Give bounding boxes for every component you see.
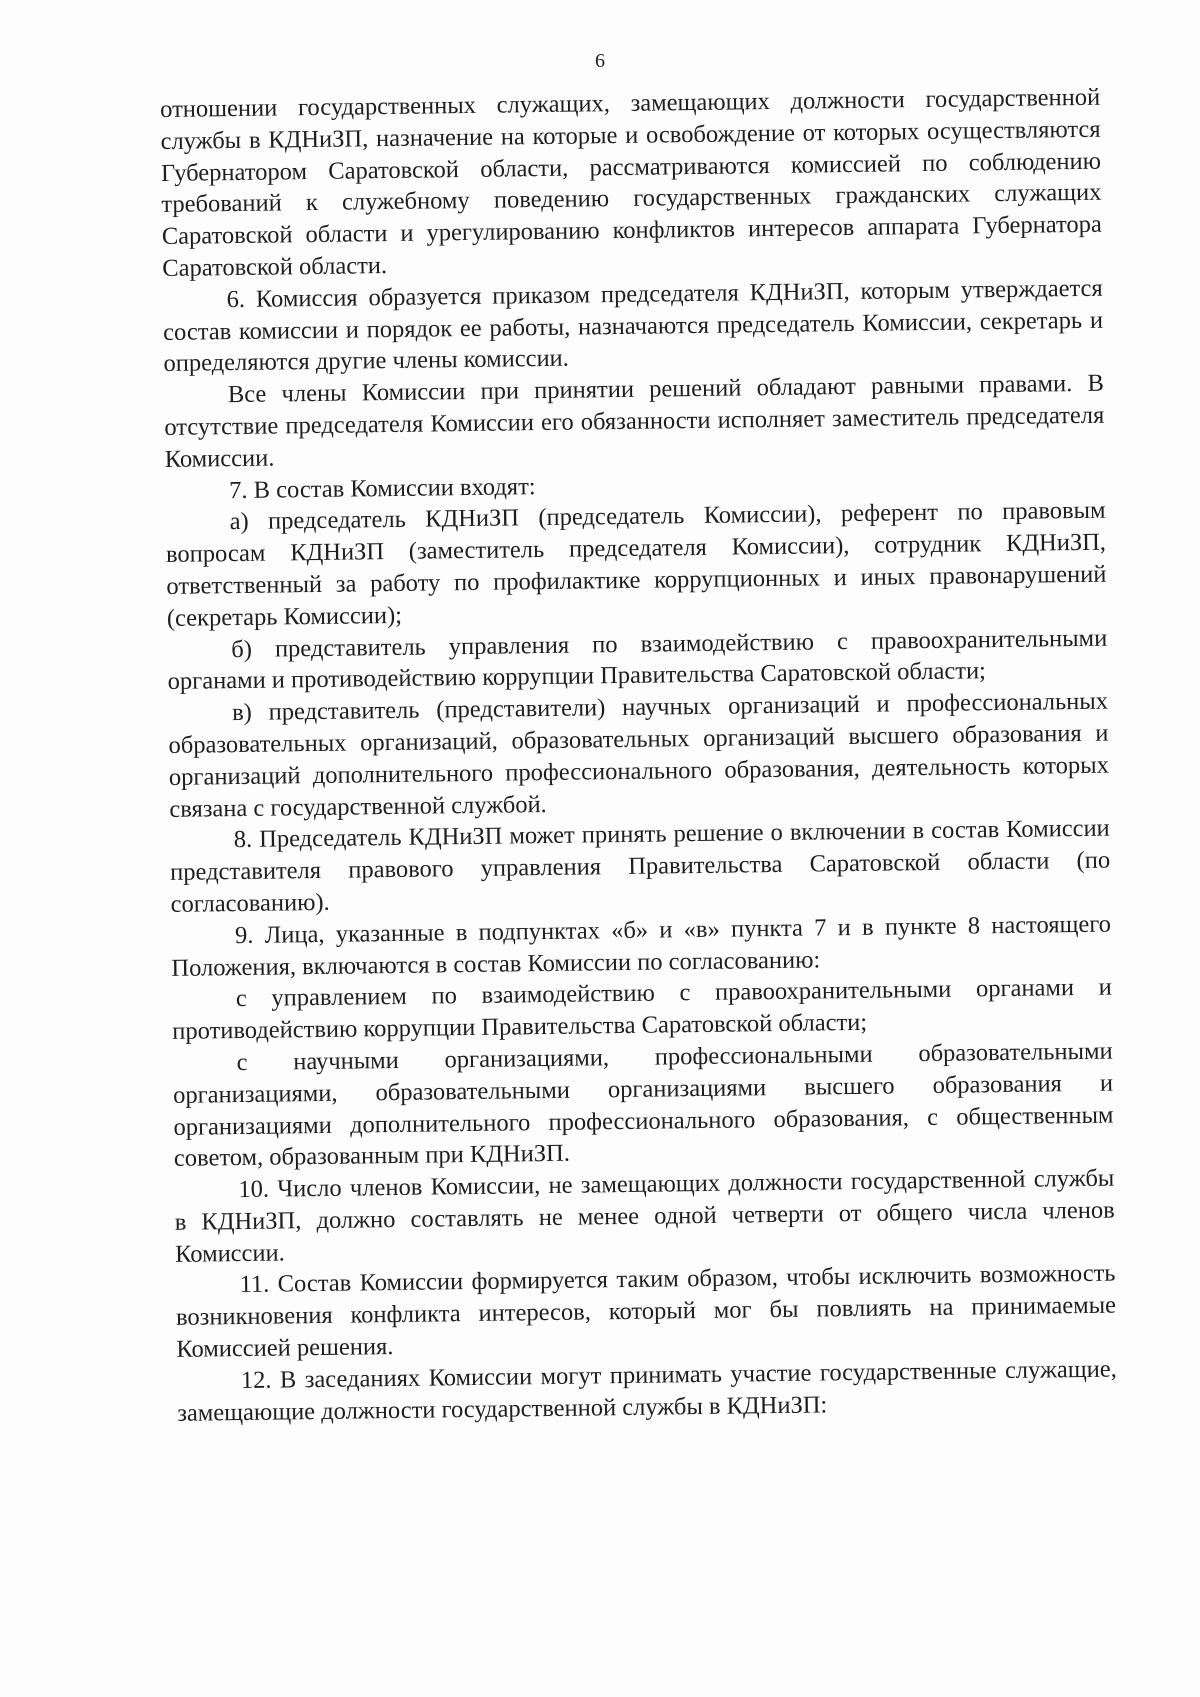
paragraph-item-10: 10. Число членов Комиссии, не замещающих должности государственной службы в КДНиЗП, должно составлять не менее одной четверти от общего числа членов Комиссии. <box>174 1164 1115 1268</box>
paragraph-continuation: отношении государственных служащих, замещающих должности государственной службы в КДНиЗП, назначение на которые и освобождение от которых осуществляются Губернатором Саратовской области, рассматриваются комиссией по соблюдению требований к служебному поведению государственных гражданских служащих Саратовской области и урегулированию конфликтов интересов аппарата Губернатора Саратовской области. <box>160 83 1102 282</box>
paragraph-item-9: 9. Лица, указанные в подпунктах «б» и «в» пункта 7 и в пункте 8 настоящего Положения, включаются в состав Комиссии по согласованию: <box>171 910 1112 982</box>
paragraph-item-7a: а) председатель КДНиЗП (председатель Комиссии), референт по правовым вопросам КДНиЗП (заместитель председателя Комиссии), сотрудник КДНиЗП, ответственный за работу по профилактике коррупционных и иных правонарушений (секретарь Комиссии); <box>165 497 1107 632</box>
paragraph-item-11: 11. Состав Комиссии формируется таким образом, чтобы исключить возможность возникновения конфликта интересов, который мог бы повлиять на принимаемые Комиссией решения. <box>175 1260 1117 1363</box>
paragraph-item-9-organizations: с научными организациями, профессиональными образовательными организациями, образовательными организациями высшего образования и организациями дополнительного профессионального образования, с общественным советом, образованным при КДНиЗП. <box>172 1037 1114 1173</box>
paragraph-equal-rights: Все члены Комиссии при принятии решений обладают равными правами. В отсутствие председателя Комиссии его обязанности исполняет заместитель председателя Комиссии. <box>164 369 1105 473</box>
paragraph-item-12: 12. В заседаниях Комиссии могут принимать участие государственные служащие, замещающие должности государственной службы в КДНиЗП: <box>177 1355 1117 1427</box>
paragraph-item-6: 6. Комиссия образуется приказом председателя КДНиЗП, которым утверждается состав комиссии и порядок ее работы, назначаются председатель Комиссии, секретарь и определяются другие члены комиссии. <box>162 274 1104 378</box>
document-body <box>160 82 1117 1430</box>
paragraph-item-7: 7. В состав Комиссии входят: <box>229 472 536 504</box>
page-number: 6 <box>595 50 605 72</box>
paragraph-item-8: 8. Председатель КДНиЗП может принять решение о включении в состав Комиссии представителя правового управления Правительства Саратовской области (по согласованию). <box>170 814 1111 918</box>
paragraph-item-9-law-enforcement: с управлением по взаимодействию с правоохранительными органами и противодействию коррупции Правительства Саратовской области; <box>172 973 1112 1046</box>
paragraph-item-7b: б) представитель управления по взаимодействию с правоохранительными органами и противодействию коррупции Правительства Саратовской области; <box>167 624 1108 696</box>
paragraph-item-7v: в) представитель (представители) научных организаций и профессиональных образовательных организаций, образовательных организаций высшего образования и организаций дополнительного профессионального образования, деятельность которых связана с государственной службой. <box>168 687 1110 823</box>
